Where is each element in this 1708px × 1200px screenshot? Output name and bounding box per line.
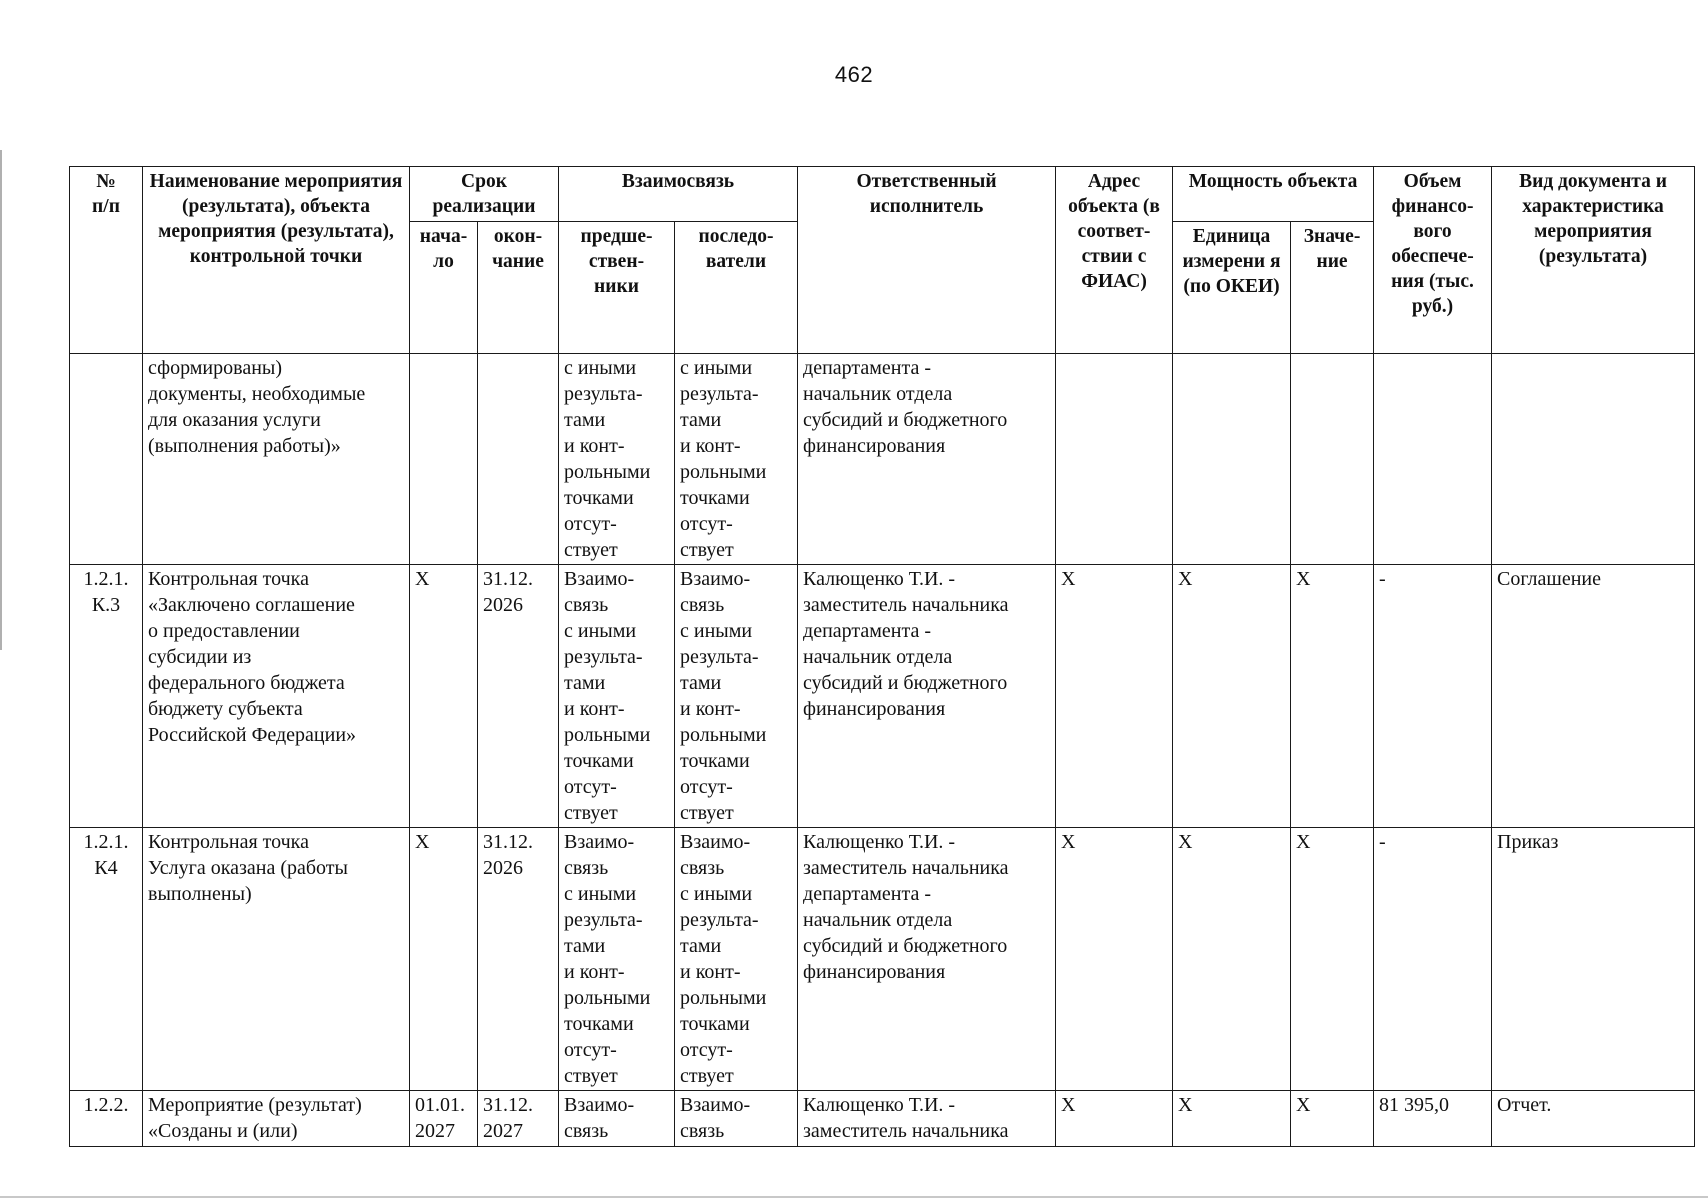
row-responsible: Калющенко Т.И. - заместитель начальника департамента - начальник отдела субсидий и бюджетного финансирования bbox=[798, 828, 1056, 1091]
row-start: 01.01. 2027 bbox=[410, 1091, 478, 1147]
row-successors: Взаимо- связь с иными результа- тами и конт- рольными точками отсут- ствует bbox=[675, 828, 798, 1091]
row-unit: Х bbox=[1173, 1091, 1291, 1147]
row-num: 1.2.2. bbox=[70, 1091, 143, 1147]
row-value: Х bbox=[1291, 828, 1374, 1091]
row-address bbox=[1056, 354, 1173, 565]
row-predecessors: Взаимо- связь bbox=[559, 1091, 675, 1147]
row-end bbox=[478, 354, 559, 565]
row-predecessors: Взаимо- связь с иными результа- тами и конт- рольными точками отсут- ствует bbox=[559, 828, 675, 1091]
row-document: Приказ bbox=[1492, 828, 1695, 1091]
row-num: 1.2.1. К.3 bbox=[70, 565, 143, 828]
row-successors: с иными результа- тами и конт- рольными точками отсут- ствует bbox=[675, 354, 798, 565]
row-finance: 81 395,0 bbox=[1374, 1091, 1492, 1147]
header-start: нача- ло bbox=[410, 222, 478, 354]
row-address: Х bbox=[1056, 828, 1173, 1091]
row-predecessors: Взаимо- связь с иными результа- тами и конт- рольными точками отсут- ствует bbox=[559, 565, 675, 828]
header-num: № п/п bbox=[70, 167, 143, 354]
row-value: Х bbox=[1291, 1091, 1374, 1147]
scan-bottom-edge bbox=[0, 1196, 1708, 1198]
row-start: Х bbox=[410, 828, 478, 1091]
row-responsible: Калющенко Т.И. - заместитель начальника департамента - начальник отдела субсидий и бюджетного финансирования bbox=[798, 565, 1056, 828]
row-name: Мероприятие (результат) «Созданы и (или) bbox=[143, 1091, 410, 1147]
row-end: 31.12. 2027 bbox=[478, 1091, 559, 1147]
row-responsible: Калющенко Т.И. - заместитель начальника bbox=[798, 1091, 1056, 1147]
row-document bbox=[1492, 354, 1695, 565]
row-responsible: департамента - начальник отдела субсидий и бюджетного финансирования bbox=[798, 354, 1056, 565]
header-power: Мощность объекта bbox=[1173, 167, 1374, 222]
row-finance: - bbox=[1374, 828, 1492, 1091]
page-number: 462 bbox=[834, 62, 874, 87]
row-document: Соглашение bbox=[1492, 565, 1695, 828]
table-row bbox=[70, 1091, 1695, 1147]
row-value: Х bbox=[1291, 565, 1374, 828]
row-address: Х bbox=[1056, 1091, 1173, 1147]
table-body bbox=[70, 354, 1695, 1147]
row-name: сформированы) документы, необходимые для оказания услуги (выполнения работы)» bbox=[143, 354, 410, 565]
row-end: 31.12. 2026 bbox=[478, 828, 559, 1091]
table-row bbox=[70, 828, 1695, 1091]
header-value: Значе- ние bbox=[1291, 222, 1374, 354]
row-unit: Х bbox=[1173, 565, 1291, 828]
row-value bbox=[1291, 354, 1374, 565]
row-num: 1.2.1. К4 bbox=[70, 828, 143, 1091]
row-start bbox=[410, 354, 478, 565]
row-successors: Взаимо- связь bbox=[675, 1091, 798, 1147]
header-successors: последо- ватели bbox=[675, 222, 798, 354]
row-finance: - bbox=[1374, 565, 1492, 828]
row-document: Отчет. bbox=[1492, 1091, 1695, 1147]
row-unit: Х bbox=[1173, 828, 1291, 1091]
header-link: Взаимосвязь bbox=[559, 167, 798, 222]
header-end: окон- чание bbox=[478, 222, 559, 354]
row-unit bbox=[1173, 354, 1291, 565]
row-successors: Взаимо- связь с иными результа- тами и конт- рольными точками отсут- ствует bbox=[675, 565, 798, 828]
table-header bbox=[70, 167, 1695, 354]
table-row bbox=[70, 565, 1695, 828]
row-predecessors: с иными результа- тами и конт- рольными точками отсут- ствует bbox=[559, 354, 675, 565]
row-name: Контрольная точка Услуга оказана (работы выполнены) bbox=[143, 828, 410, 1091]
header-finance: Объем финансо-вого обеспече-ния (тыс. руб.) bbox=[1374, 167, 1492, 354]
row-finance bbox=[1374, 354, 1492, 565]
header-responsible: Ответственный исполнитель bbox=[798, 167, 1056, 354]
row-start: Х bbox=[410, 565, 478, 828]
table-row bbox=[70, 354, 1695, 565]
header-document: Вид документа и характеристика мероприятия (результата) bbox=[1492, 167, 1695, 354]
header-predecessors: предше- ствен- ники bbox=[559, 222, 675, 354]
measures-table bbox=[69, 166, 1695, 1147]
row-end: 31.12. 2026 bbox=[478, 565, 559, 828]
header-unit: Единица измерени я (по ОКЕИ) bbox=[1173, 222, 1291, 354]
row-name: Контрольная точка «Заключено соглашение о предоставлении субсидии из федерального бюджета бюджету субъекта Российской Федерации» bbox=[143, 565, 410, 828]
header-term: Срок реализации bbox=[410, 167, 559, 222]
header-address: Адрес объекта (в соответ-ствии с ФИАС) bbox=[1056, 167, 1173, 354]
row-address: Х bbox=[1056, 565, 1173, 828]
row-num bbox=[70, 354, 143, 565]
scan-edge bbox=[0, 150, 2, 650]
header-name: Наименование мероприятия (результата), объекта мероприятия (результата), контрольной точки bbox=[143, 167, 410, 354]
